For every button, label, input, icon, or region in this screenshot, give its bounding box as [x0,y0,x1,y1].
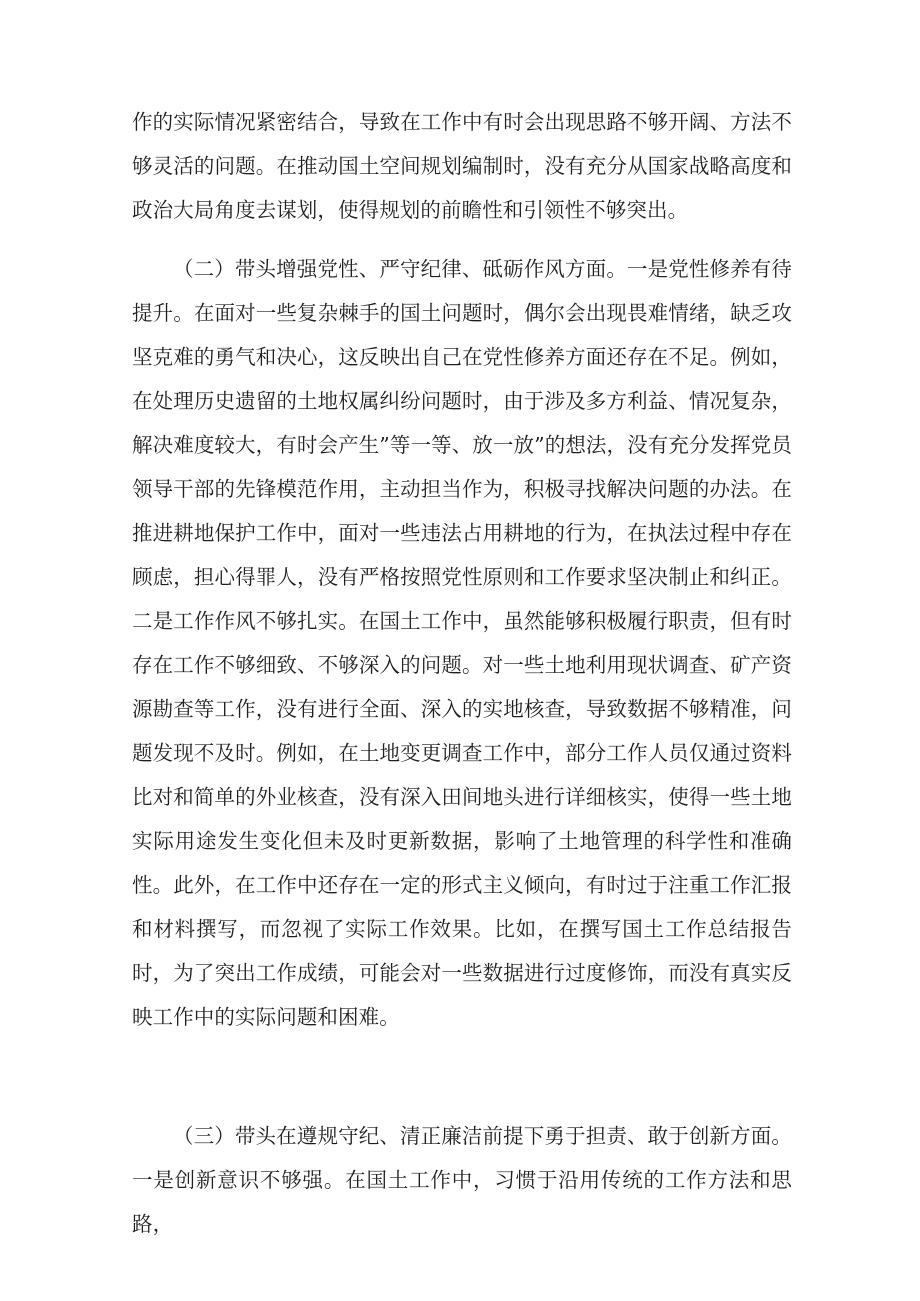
paragraph-section-three: （三）带头在遵规守纪、清正廉洁前提下勇于担责、敢于创新方面。一是创新意识不够强。在国土工作中，习惯于沿用传统的工作方法和思路， [132,1124,792,1236]
paragraph-section-two: （二）带头增强党性、严守纪律、砥砺作风方面。一是党性修养有待提升。在面对一些复杂棘手的国土问题时，偶尔会出现畏难情绪，缺乏攻坚克难的勇气和决心，这反映出自己在党性修养方面还存在不足。例如，在处理历史遗留的土地权属纠纷问题时，由于涉及多方利益、情况复杂，解决难度较大，有时会产生”等一等、放一放”的想法，没有充分发挥党员领导干部的先锋模范作用，主动担当作为，积极寻找解决问题的办法。在推进耕地保护工作中，面对一些违法占用耕地的行为，在执法过程中存在顾虑，担心得罪人，没有严格按照党性原则和工作要求坚决制止和纠正。二是工作作风不够扎实。在国土工作中，虽然能够积极履行职责，但有时存在工作不够细致、不够深入的问题。对一些土地利用现状调查、矿产资源勘查等工作，没有进行全面、深入的实地核查，导致数据不够精准，问题发现不及时。例如，在土地变更调查工作中，部分工作人员仅通过资料比对和简单的外业核查，没有深入田间地头进行详细核实，使得一些土地实际用途发生变化但未及时更新数据，影响了土地管理的科学性和准确性。此外，在工作中还存在一定的形式主义倾向，有时过于注重工作汇报和材料撰写，而忽视了实际工作效果。比如，在撰写国土工作总结报告时，为了突出工作成绩，可能会对一些数据进行过度修饰，而没有真实反映工作中的实际问题和困难。 [132,257,792,1029]
paragraph-continuation: 作的实际情况紧密结合，导致在工作中有时会出现思路不够开阔、方法不够灵活的问题。在推动国土空间规划编制时，没有充分从国家战略高度和政治大局角度去谋划，使得规划的前瞻性和引领性不够突出。 [132,110,792,222]
